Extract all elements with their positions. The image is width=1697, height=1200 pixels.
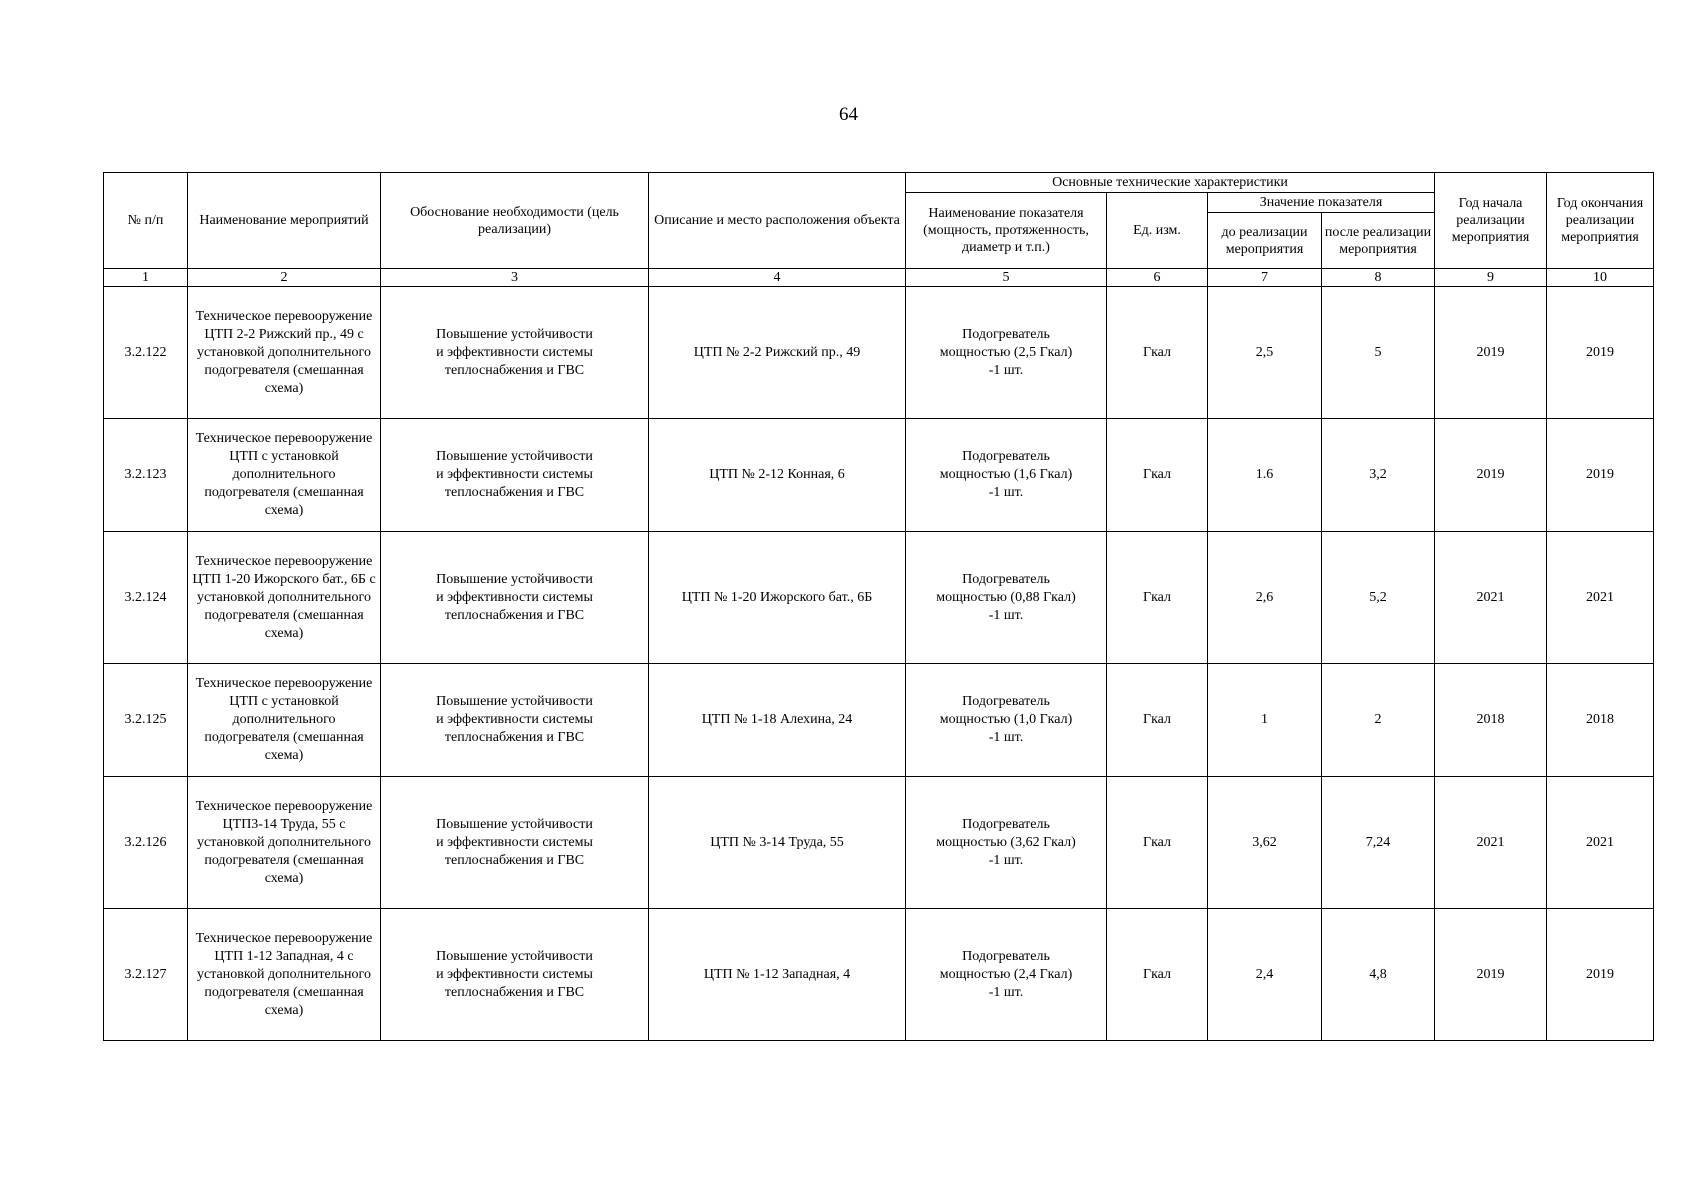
page-number: 64	[839, 104, 858, 125]
column-number: 5	[906, 269, 1107, 287]
header-col-num: № п/п	[104, 173, 188, 269]
header-group-tech: Основные технические характеристики	[906, 173, 1435, 193]
cell-start: 2018	[1435, 664, 1547, 777]
column-number: 1	[104, 269, 188, 287]
column-number: 8	[1322, 269, 1435, 287]
header-group-value: Значение показателя	[1208, 193, 1435, 213]
column-number: 10	[1547, 269, 1654, 287]
cell-after: 7,24	[1322, 777, 1435, 909]
column-number: 4	[649, 269, 906, 287]
cell-indicator: Подогреватель мощностью (1,6 Гкал) -1 шт.	[906, 419, 1107, 532]
cell-purpose: Повышение устойчивости и эффективности системы теплоснабжения и ГВС	[381, 532, 649, 664]
cell-after: 5,2	[1322, 532, 1435, 664]
cell-location: ЦТП № 1-20 Ижорского бат., 6Б	[649, 532, 906, 664]
cell-start: 2021	[1435, 532, 1547, 664]
cell-name: Техническое перевооружение ЦТП 1-20 Ижорского бат., 6Б с установкой дополнительного подогревателя (смешанная схема)	[188, 532, 381, 664]
cell-indicator: Подогреватель мощностью (2,5 Гкал) -1 шт.	[906, 287, 1107, 419]
cell-before: 2,6	[1208, 532, 1322, 664]
cell-end: 2018	[1547, 664, 1654, 777]
cell-purpose: Повышение устойчивости и эффективности системы теплоснабжения и ГВС	[381, 287, 649, 419]
cell-after: 4,8	[1322, 909, 1435, 1041]
cell-num: 3.2.124	[104, 532, 188, 664]
header-col-end: Год окончания реализации мероприятия	[1547, 173, 1654, 269]
table-row	[104, 777, 1654, 909]
cell-location: ЦТП № 1-18 Алехина, 24	[649, 664, 906, 777]
column-number: 9	[1435, 269, 1547, 287]
cell-end: 2019	[1547, 287, 1654, 419]
header-col-after: после реализации мероприятия	[1322, 213, 1435, 269]
cell-unit: Гкал	[1107, 419, 1208, 532]
cell-before: 1	[1208, 664, 1322, 777]
cell-before: 2,5	[1208, 287, 1322, 419]
cell-before: 1.6	[1208, 419, 1322, 532]
cell-name: Техническое перевооружение ЦТП 1-12 Западная, 4 с установкой дополнительного подогревателя (смешанная схема)	[188, 909, 381, 1041]
measures-table	[103, 172, 1654, 1041]
column-number: 6	[1107, 269, 1208, 287]
cell-indicator: Подогреватель мощностью (3,62 Гкал) -1 шт.	[906, 777, 1107, 909]
cell-after: 3,2	[1322, 419, 1435, 532]
cell-before: 2,4	[1208, 909, 1322, 1041]
cell-location: ЦТП № 2-12 Конная, 6	[649, 419, 906, 532]
cell-indicator: Подогреватель мощностью (2,4 Гкал) -1 шт.	[906, 909, 1107, 1041]
cell-purpose: Повышение устойчивости и эффективности системы теплоснабжения и ГВС	[381, 777, 649, 909]
column-number: 7	[1208, 269, 1322, 287]
header-col-reason: Обоснование необходимости (цель реализации)	[381, 173, 649, 269]
cell-unit: Гкал	[1107, 777, 1208, 909]
header-col-before: до реализации мероприятия	[1208, 213, 1322, 269]
cell-num: 3.2.127	[104, 909, 188, 1041]
cell-purpose: Повышение устойчивости и эффективности системы теплоснабжения и ГВС	[381, 419, 649, 532]
cell-name: Техническое перевооружение ЦТП с установкой дополнительного подогревателя (смешанная схема)	[188, 664, 381, 777]
cell-start: 2019	[1435, 909, 1547, 1041]
cell-after: 2	[1322, 664, 1435, 777]
cell-after: 5	[1322, 287, 1435, 419]
table-row	[104, 532, 1654, 664]
cell-start: 2019	[1435, 287, 1547, 419]
table-header	[104, 173, 1654, 269]
cell-unit: Гкал	[1107, 909, 1208, 1041]
header-col-start: Год начала реализации мероприятия	[1435, 173, 1547, 269]
column-number-row	[104, 269, 1654, 287]
cell-name: Техническое перевооружение ЦТП с установкой дополнительного подогревателя (смешанная схема)	[188, 419, 381, 532]
table-row	[104, 419, 1654, 532]
cell-end: 2019	[1547, 909, 1654, 1041]
cell-purpose: Повышение устойчивости и эффективности системы теплоснабжения и ГВС	[381, 664, 649, 777]
header-col-indicator: Наименование показателя (мощность, протяженность, диаметр и т.п.)	[906, 193, 1107, 269]
cell-unit: Гкал	[1107, 287, 1208, 419]
cell-location: ЦТП № 2-2 Рижский пр., 49	[649, 287, 906, 419]
table-row	[104, 664, 1654, 777]
cell-num: 3.2.122	[104, 287, 188, 419]
cell-end: 2019	[1547, 419, 1654, 532]
cell-indicator: Подогреватель мощностью (1,0 Гкал) -1 шт.	[906, 664, 1107, 777]
header-col-name: Наименование мероприятий	[188, 173, 381, 269]
table-row	[104, 287, 1654, 419]
header-col-desc: Описание и место расположения объекта	[649, 173, 906, 269]
cell-purpose: Повышение устойчивости и эффективности системы теплоснабжения и ГВС	[381, 909, 649, 1041]
column-number: 3	[381, 269, 649, 287]
cell-num: 3.2.126	[104, 777, 188, 909]
cell-unit: Гкал	[1107, 532, 1208, 664]
cell-indicator: Подогреватель мощностью (0,88 Гкал) -1 шт.	[906, 532, 1107, 664]
cell-location: ЦТП № 3-14 Труда, 55	[649, 777, 906, 909]
cell-location: ЦТП № 1-12 Западная, 4	[649, 909, 906, 1041]
cell-before: 3,62	[1208, 777, 1322, 909]
cell-name: Техническое перевооружение ЦТП3-14 Труда, 55 с установкой дополнительного подогревателя (смешанная схема)	[188, 777, 381, 909]
cell-start: 2019	[1435, 419, 1547, 532]
cell-num: 3.2.123	[104, 419, 188, 532]
header-col-unit: Ед. изм.	[1107, 193, 1208, 269]
column-number: 2	[188, 269, 381, 287]
cell-end: 2021	[1547, 532, 1654, 664]
cell-name: Техническое перевооружение ЦТП 2-2 Рижский пр., 49 с установкой дополнительного подогревателя (смешанная схема)	[188, 287, 381, 419]
table-row	[104, 909, 1654, 1041]
cell-start: 2021	[1435, 777, 1547, 909]
cell-unit: Гкал	[1107, 664, 1208, 777]
cell-num: 3.2.125	[104, 664, 188, 777]
cell-end: 2021	[1547, 777, 1654, 909]
